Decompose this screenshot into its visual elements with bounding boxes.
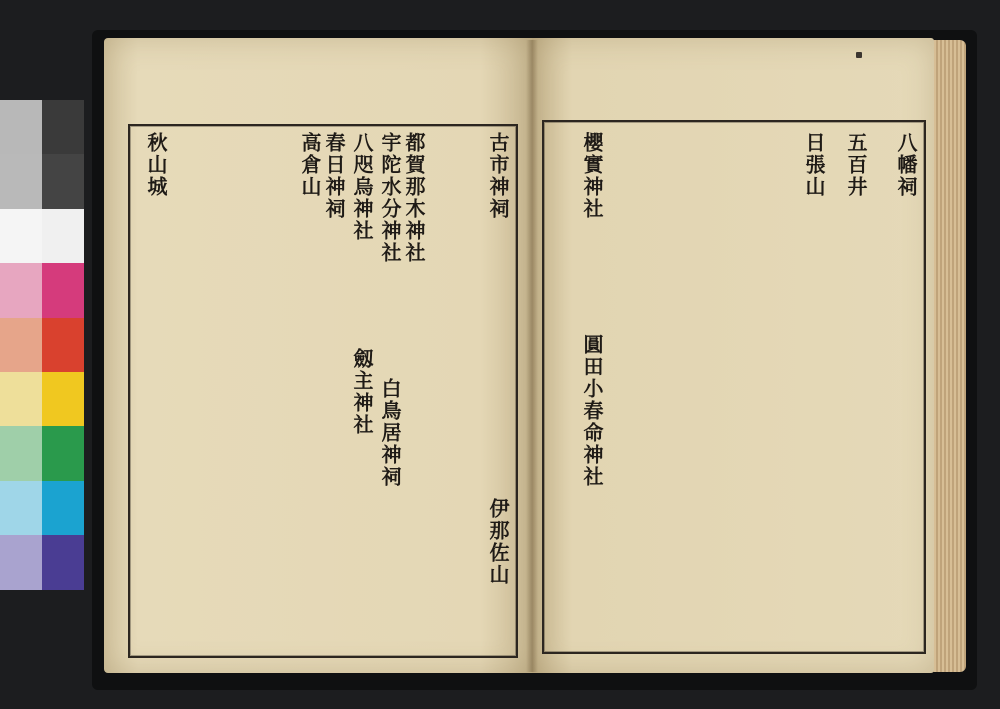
entry-heading: 圓田小春命神社 [580, 334, 604, 488]
entry-heading: 白鳥居神祠 [378, 378, 402, 488]
entry-heading: 八幡祠 [894, 132, 918, 198]
color-patch [0, 372, 42, 426]
color-patch [42, 263, 84, 317]
book-gutter [526, 40, 538, 672]
entry-heading: 都賀那木神社 [402, 132, 426, 264]
entry-heading: 宇陀水分神社 [378, 132, 402, 264]
color-patch [0, 154, 42, 208]
color-patch [0, 481, 42, 535]
right-page-text [542, 124, 922, 648]
color-patch [0, 318, 42, 372]
color-calibration-card [0, 100, 84, 590]
entry-heading: 八咫烏神社 [350, 132, 374, 242]
entry-heading: 五百井 [844, 132, 868, 198]
entry-heading: 櫻實神社 [580, 132, 604, 220]
color-patch [0, 263, 42, 317]
color-patch [42, 372, 84, 426]
entry-heading: 劔主神社 [350, 348, 374, 436]
page-block-edges [932, 40, 966, 672]
color-patch [42, 209, 84, 263]
color-patch [42, 535, 84, 589]
color-patch [42, 100, 84, 154]
color-patch [0, 426, 42, 480]
entry-heading: 春日神祠 [322, 132, 346, 220]
color-patch [0, 535, 42, 589]
color-patch [42, 154, 84, 208]
entry-heading: 古市神祠 [486, 132, 510, 220]
entry-heading: 高倉山 [298, 132, 322, 198]
color-patch [0, 100, 42, 154]
ink-mark [856, 52, 862, 58]
entry-heading: 伊那佐山 [486, 498, 510, 586]
color-patch [42, 426, 84, 480]
color-patch [42, 318, 84, 372]
color-patch [42, 481, 84, 535]
entry-heading: 日張山 [802, 132, 826, 198]
left-page-text [128, 128, 514, 652]
color-patch [0, 209, 42, 263]
entry-heading: 秋山城 [144, 132, 168, 198]
